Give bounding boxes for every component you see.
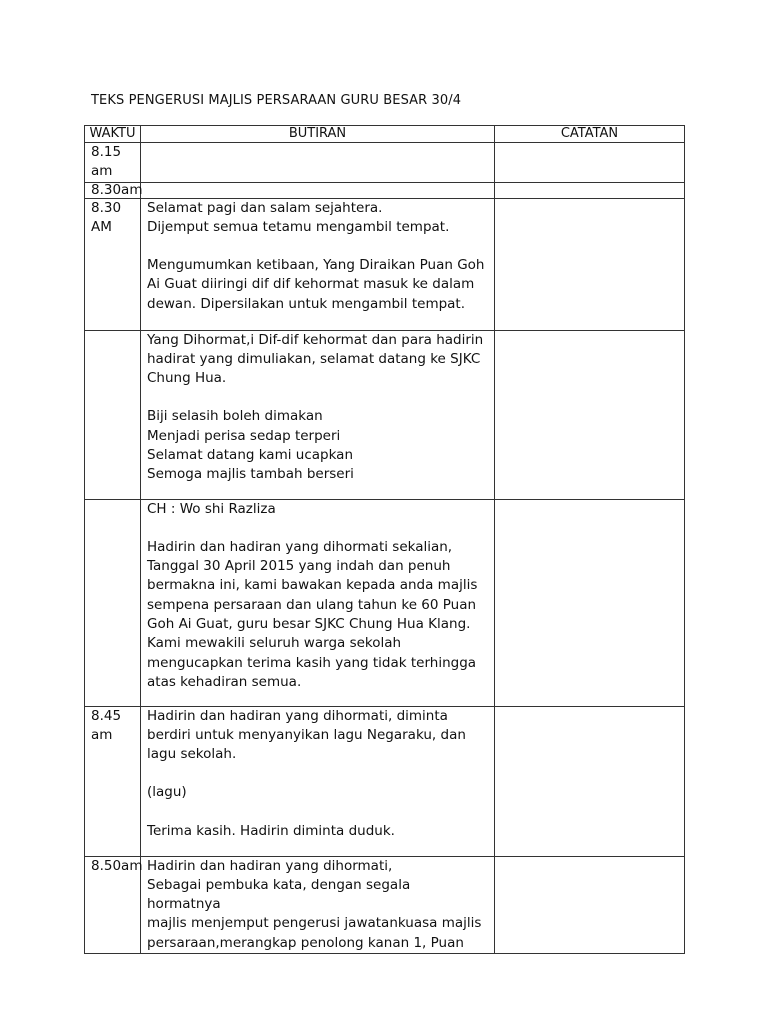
detail-paragraph: Terima kasih. Hadirin diminta duduk. [147, 822, 395, 839]
note-cell [495, 182, 685, 198]
table-row [85, 143, 685, 183]
table-row [85, 182, 685, 198]
detail-paragraph: Selamat pagi dan salam sejahtera. Dijemput semua tetamu mengambil tempat. [147, 199, 450, 235]
detail-paragraph: Hadirin dan hadiran yang dihormati, diminta berdiri untuk menyanyikan lagu Negaraku, dan lagu sekolah. [147, 707, 466, 763]
time-cell: 8.50am [85, 856, 141, 953]
detail-paragraph: (lagu) [147, 784, 187, 801]
note-cell [495, 330, 685, 499]
table-row [85, 499, 685, 706]
document-title: TEKS PENGERUSI MAJLIS PERSARAAN GURU BESAR 30/4 [91, 93, 462, 108]
time-cell: 8.30 AM [85, 198, 141, 330]
time-cell: 8.30am [85, 182, 141, 198]
detail-paragraph: Hadirin dan hadiran yang dihormati, Sebagai pembuka kata, dengan segala hormatnya majlis menjemput pengerusi jawatankuasa majlis persaraan,merangkap penolong kanan 1, Puan [147, 857, 482, 951]
detail-cell [141, 182, 495, 198]
note-cell [495, 143, 685, 183]
detail-cell [141, 143, 495, 183]
detail-cell [141, 330, 495, 499]
header-time: WAKTU [85, 126, 141, 143]
detail-paragraph: Hadirin dan hadiran yang dihormati sekalian, Tanggal 30 April 2015 yang indah dan penuh bermakna ini, kami bawakan kepada anda majlis sempena persaraan dan ulang tahun ke 60 Puan Goh Ai Guat, guru besar SJKC Chung Hua Klang. Kami mewakili seluruh warga sekolah mengucapkan terima kasih yang tidak terhingga atas kehadiran semua. [147, 538, 478, 690]
table-row [85, 198, 685, 330]
time-cell: 8.45 am [85, 706, 141, 856]
note-cell [495, 706, 685, 856]
time-cell [85, 330, 141, 499]
time-cell [85, 499, 141, 706]
note-cell [495, 198, 685, 330]
detail-cell [141, 856, 495, 953]
detail-cell [141, 706, 495, 856]
table-row [85, 706, 685, 856]
schedule-table [84, 125, 685, 954]
header-note: CATATAN [495, 126, 685, 143]
table-row [85, 856, 685, 953]
detail-paragraph: Mengumumkan ketibaan, Yang Diraikan Puan Goh Ai Guat diiringi dif dif kehormat masuk ke dalam dewan. Dipersilakan untuk mengambil tempat. [147, 257, 485, 312]
detail-cell [141, 198, 495, 330]
note-cell [495, 499, 685, 706]
header-row [85, 126, 685, 143]
time-cell: 8.15 am [85, 143, 141, 183]
detail-paragraph: Biji selasih boleh dimakan Menjadi perisa sedap terperi Selamat datang kami ucapkan Semoga majlis tambah berseri [147, 408, 354, 483]
note-cell [495, 856, 685, 953]
header-detail: BUTIRAN [141, 126, 495, 143]
detail-paragraph: CH : Wo shi Razliza [147, 500, 276, 517]
detail-cell [141, 499, 495, 706]
table-row [85, 330, 685, 499]
detail-paragraph: Yang Dihormat,i Dif-dif kehormat dan para hadirin hadirat yang dimuliakan, selamat datang ke SJKC Chung Hua. [147, 331, 484, 387]
